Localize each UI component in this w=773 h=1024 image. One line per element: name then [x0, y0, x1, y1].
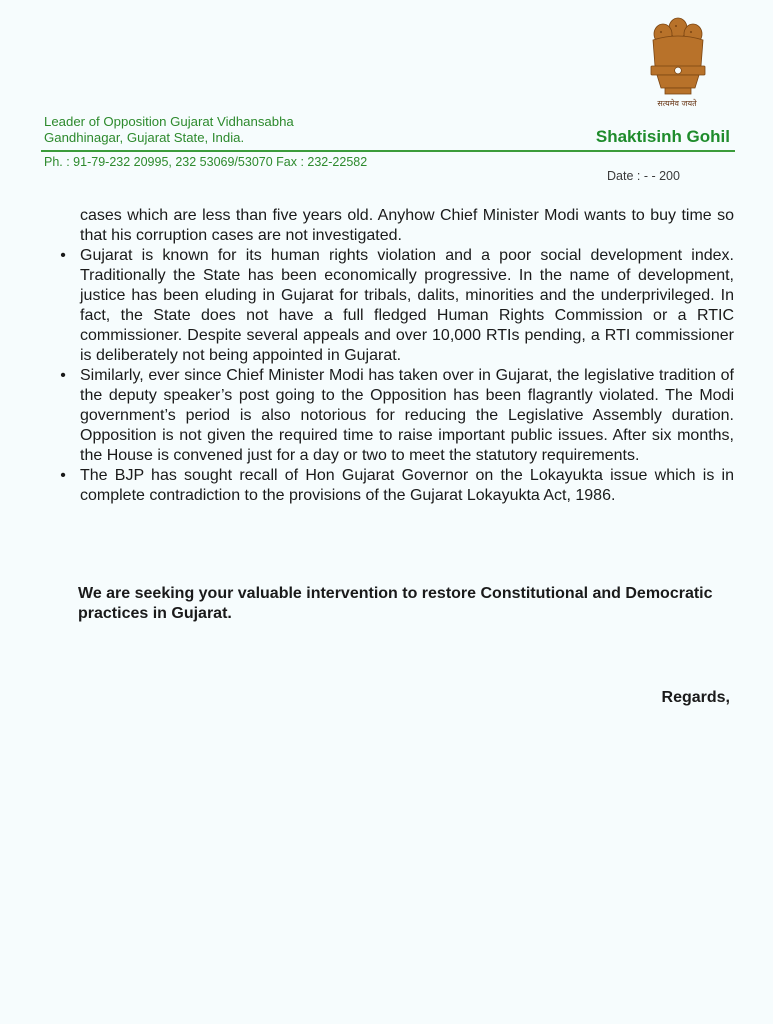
- emblem-motto: सत्यमेव जयते: [657, 99, 697, 108]
- sender-name: Shaktisinh Gohil: [595, 127, 730, 146]
- bullet-icon: •: [60, 367, 66, 384]
- state-emblem-icon: [641, 14, 715, 110]
- continuation-paragraph: cases which are less than five years old. Anyhow Chief Minister Modi wants to buy time so that his corruption cases are not investigated.: [80, 207, 734, 244]
- organization-block: [44, 114, 294, 146]
- list-item-text: Gujarat is known for its human rights violation and a poor social development index. Traditionally the State has been economically progressive. In the name of development, justice has been eluding in Gujarat for tribals, dalits, minorities and the underprivileged. In fact, the State does not have a full fledged Human Rights Commission or a RTIC commissioner. Despite several appeals and over 10,000 RTIs pending, a RTI commissioner is deliberately not being appointed in Gujarat.: [80, 247, 734, 364]
- org-address: Gandhinagar, Gujarat State, India.: [44, 130, 245, 145]
- list-item: [60, 246, 734, 366]
- bullet-list: [60, 246, 734, 506]
- org-title: Leader of Opposition Gujarat Vidhansabha: [44, 114, 294, 129]
- list-item-text: Similarly, ever since Chief Minister Modi has taken over in Gujarat, the legislative tradition of the deputy speaker’s post going to the Opposition has been flagrantly violated. The Modi government’s period is also notorious for reducing the Legislative Assembly duration. Opposition is not given the required time to raise important public issues. After six months, the House is convened just for a day or two to meet the statutory requirements.: [80, 367, 734, 464]
- bullet-icon: •: [60, 247, 66, 264]
- closing-appeal: We are seeking your valuable intervention to restore Constitutional and Democratic practices in Gujarat.: [78, 585, 713, 622]
- regards-signoff: Regards,: [661, 689, 730, 706]
- list-item: [60, 366, 734, 466]
- letterhead-divider: [41, 150, 735, 152]
- list-item-text: The BJP has sought recall of Hon Gujarat Governor on the Lokayukta issue which is in complete contradiction to the provisions of the Gujarat Lokayukta Act, 1986.: [80, 467, 734, 504]
- list-item: [60, 466, 734, 506]
- letter-body: [60, 206, 734, 506]
- contact-numbers: Ph. : 91-79-232 20995, 232 53069/53070 Fax : 232-22582: [44, 155, 368, 169]
- letter-date: Date : - - 200: [607, 169, 680, 183]
- bullet-icon: •: [60, 467, 66, 484]
